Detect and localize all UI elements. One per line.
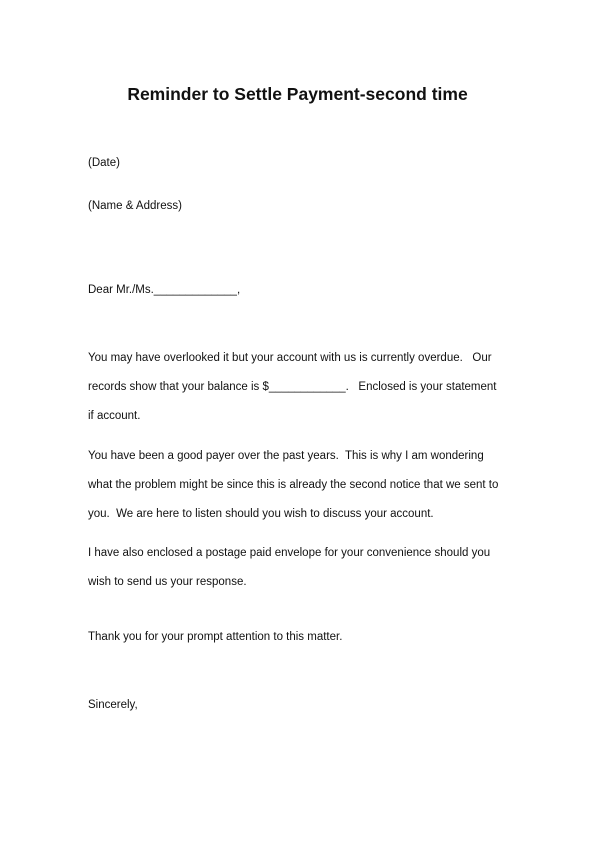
paragraph-line: if account. — [88, 410, 141, 422]
date-placeholder: (Date) — [88, 157, 120, 169]
paragraph-line: You may have overlooked it but your account with us is currently overdue. Our — [88, 352, 492, 364]
letter-title: Reminder to Settle Payment-second time — [127, 84, 468, 104]
paragraph-good-payer — [88, 449, 518, 536]
salutation: Dear Mr./Ms._____________, — [88, 284, 241, 296]
paragraph-line: You have been a good payer over the past years. This is why I am wondering — [88, 450, 484, 462]
paragraph-line: you. We are here to listen should you wish to discuss your account. — [88, 508, 434, 520]
paragraph-line: I have also enclosed a postage paid envelope for your convenience should you — [88, 547, 491, 559]
paragraph-overdue — [88, 351, 518, 438]
thanks-line: Thank you for your prompt attention to this matter. — [88, 631, 343, 643]
paragraph-line: what the problem might be since this is already the second notice that we sent to — [88, 479, 499, 491]
paragraph-envelope — [88, 546, 518, 604]
name-address-placeholder: (Name & Address) — [88, 200, 182, 212]
paragraph-line: wish to send us your response. — [88, 576, 247, 588]
paragraph-line: records show that your balance is $____________. Enclosed is your statement — [88, 381, 497, 393]
closing: Sincerely, — [88, 699, 138, 711]
